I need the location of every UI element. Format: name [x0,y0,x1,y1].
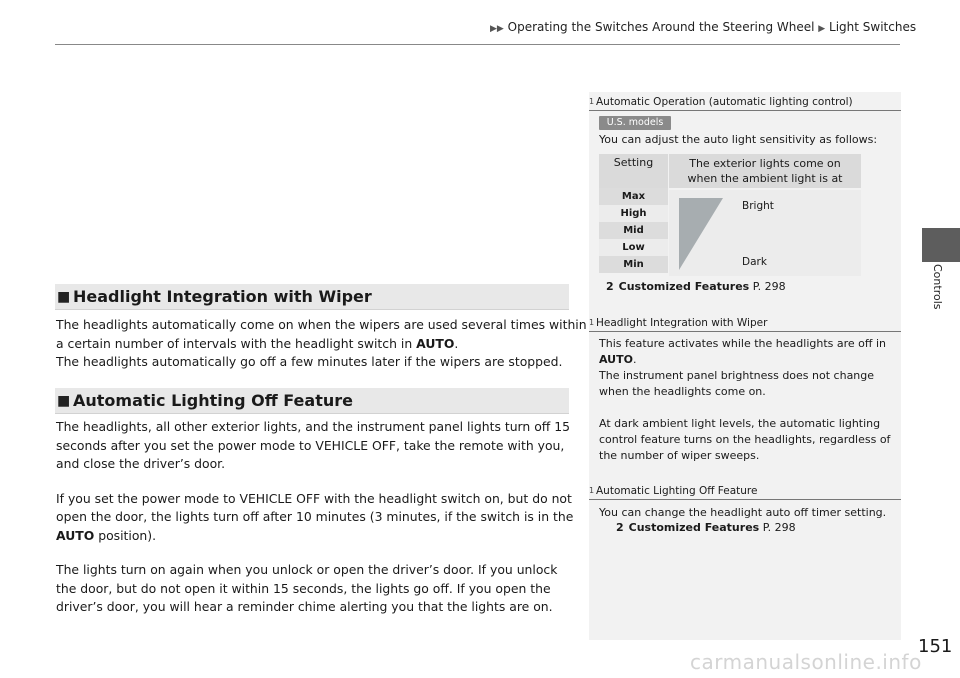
sensitivity-wedge-icon [677,196,725,272]
note-reference-icon: 1 [589,486,595,495]
section-title: Automatic Lighting Off Feature [73,391,353,410]
wiper-integration-note: This feature activates while the headlights are off in AUTO. The instrument panel brightness does not change when the headlights come on. At dark ambient light levels, the automatic lighting control feature turns on the headlights, regardless of the number of wiper sweeps. [599,337,891,462]
label-dark: Dark [742,256,767,268]
watermark: carmanualsonline.info [690,650,922,674]
note-reference-icon: 1 [589,97,595,106]
table-row-high: High [599,205,668,222]
auto-operation-intro: You can adjust the auto light sensitivity as follows: [599,133,878,146]
table-header-setting: Setting [599,154,668,188]
xref-customized-features-2[interactable]: 2 Customized Features P. 298 [616,521,796,534]
section-title: Headlight Integration with Wiper [73,287,372,306]
note-reference-icon: 1 [589,318,595,327]
auto-off-note: You can change the headlight auto off timer setting. [599,506,887,519]
chapter-tab-label: Controls [931,264,944,310]
table-row-max: Max [599,188,668,205]
xref-arrow-icon: 2 [616,521,624,534]
region-badge: U.S. models [599,116,671,130]
header-divider [55,44,900,45]
breadcrumb-separator-icon: ▶ [818,24,826,34]
table-header-exterior: The exterior lights come on when the ambient light is at [669,154,861,188]
section-heading-auto-off [55,388,569,414]
section-heading-wiper-integration [55,284,569,310]
wiper-integration-body: The headlights automatically come on when the wipers are used several times within a certain number of intervals with the headlight switch in AUTO. The headlights automatically go off a few minutes later if the wipers are stopped. [56,317,587,369]
xref-customized-features[interactable]: 2 Customized Features P. 298 [606,280,786,293]
auto-off-body: The headlights, all other exterior lights, and the instrument panel lights turn off 15 seconds after you set the power mode to VEHICLE OFF, take the remote with you, and close the driver’s door. If you set the power mode to VEHICLE OFF with the headlight switch on, but do not open the door, the lights turn off after 10 minutes (3 minutes, if the switch is in the AUTO position). The lights turn on again when you unlock or open the driver’s door. If you unlock the door, but do not open it within 15 seconds, the lights go off. If you open the driver’s door, you will hear a reminder chime alerting you that the lights are on. [56,419,574,614]
table-row-mid: Mid [599,222,668,239]
label-bright: Bright [742,200,774,212]
breadcrumb-arrows-icon: ▶▶ [490,24,504,34]
chapter-tab[interactable] [922,228,960,262]
breadcrumb [490,20,916,34]
section-square-icon: ■ [57,393,71,409]
note-header-wiper-integration: 1 Headlight Integration with Wiper [589,316,901,332]
table-row-min: Min [599,256,668,273]
xref-arrow-icon: 2 [606,280,614,293]
breadcrumb-current: Light Switches [829,20,917,34]
note-header-auto-off: 1 Automatic Lighting Off Feature [589,484,901,500]
note-header-automatic-operation: 1 Automatic Operation (automatic lighting control) [589,95,901,111]
table-row-low: Low [599,239,668,256]
breadcrumb-parent[interactable]: Operating the Switches Around the Steering Wheel [507,20,815,34]
section-square-icon: ■ [57,289,71,305]
page-number: 151 [918,636,953,657]
